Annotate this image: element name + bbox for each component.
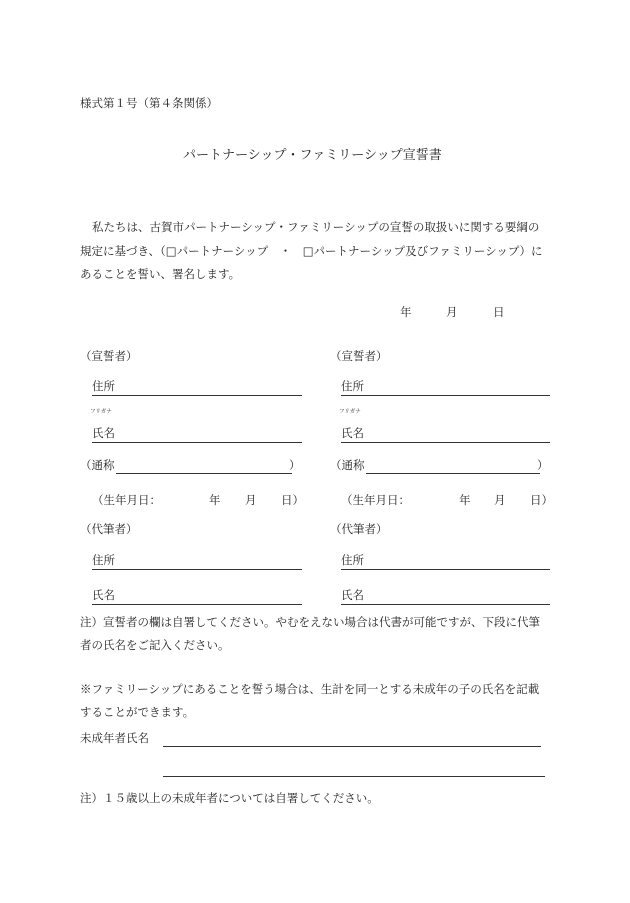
left-address-label: 住所 <box>92 379 115 393</box>
right-proxy-name-label: 氏名 <box>341 588 364 602</box>
left-alias-close: ） <box>289 458 301 472</box>
left-address-line[interactable] <box>92 395 302 396</box>
left-birth-label: （生年月日： <box>92 493 161 507</box>
right-furigana-label: フリガナ <box>339 409 361 415</box>
left-name-label: 氏名 <box>92 426 115 440</box>
right-name-label: 氏名 <box>341 426 364 440</box>
left-furigana-label: フリガナ <box>90 409 112 415</box>
right-birth-month: 月 <box>494 493 506 507</box>
left-birth-day: 日） <box>281 493 304 507</box>
date-month: 月 <box>446 305 458 319</box>
left-alias-line[interactable] <box>116 473 292 474</box>
minor-name-line-2[interactable] <box>163 776 545 777</box>
minor-name-label: 未成年者氏名 <box>80 731 149 745</box>
right-proxy-address-label: 住所 <box>341 553 364 567</box>
left-name-line[interactable] <box>92 442 302 443</box>
right-alias-line[interactable] <box>366 473 540 474</box>
page-title: パートナーシップ・ファミリーシップ宣誓書 <box>183 148 442 163</box>
right-alias-open: （通称 <box>330 458 365 472</box>
left-proxy-address-label: 住所 <box>92 553 115 567</box>
left-birth-year: 年 <box>209 493 221 507</box>
left-alias-open: （通称 <box>80 458 115 472</box>
right-proxy-address-line[interactable] <box>341 569 550 570</box>
minor-name-line-1[interactable] <box>163 746 541 747</box>
left-oath-label: （宣誓者） <box>80 349 138 363</box>
date-year: 年 <box>400 305 412 319</box>
right-birth-label: （生年月日： <box>341 493 410 507</box>
form-number: 様式第１号（第４条関係） <box>80 96 218 110</box>
left-proxy-name-label: 氏名 <box>92 588 115 602</box>
right-address-label: 住所 <box>341 379 364 393</box>
right-birth-year: 年 <box>459 493 471 507</box>
family-note-line-2: することができます。 <box>80 705 195 719</box>
right-oath-label: （宣誓者） <box>330 349 388 363</box>
right-alias-close: ） <box>537 458 549 472</box>
left-proxy-address-line[interactable] <box>92 569 302 570</box>
date-day: 日 <box>493 305 505 319</box>
right-proxy-name-line[interactable] <box>341 604 550 605</box>
body-line-3: あることを誓い、署名します。 <box>80 267 241 281</box>
right-address-line[interactable] <box>341 395 550 396</box>
left-proxy-name-line[interactable] <box>92 604 302 605</box>
note1-line-1: 注）宣誓者の欄は自署してください。やむをえない場合は代書が可能ですが、下段に代筆 <box>80 615 540 629</box>
body-line-2: 規定に基づき、（□パートナーシップ ・ □パートナーシップ及びファミリーシップ）に <box>80 244 543 258</box>
right-proxy-label: （代筆者） <box>330 522 388 536</box>
right-name-line[interactable] <box>341 442 550 443</box>
left-proxy-label: （代筆者） <box>80 522 138 536</box>
note2: 注）１５歳以上の未成年者については自署してください。 <box>80 791 379 805</box>
note1-line-2: 者の氏名をご記入ください。 <box>80 638 230 652</box>
right-birth-day: 日） <box>530 493 553 507</box>
body-line-1: 私たちは、古賀市パートナーシップ・ファミリーシップの宣誓の取扱いに関する要綱の <box>92 220 540 234</box>
left-birth-month: 月 <box>245 493 257 507</box>
family-note-line-1: ※ファミリーシップにあることを誓う場合は、生計を同一とする未成年の子の氏名を記載 <box>80 682 540 696</box>
